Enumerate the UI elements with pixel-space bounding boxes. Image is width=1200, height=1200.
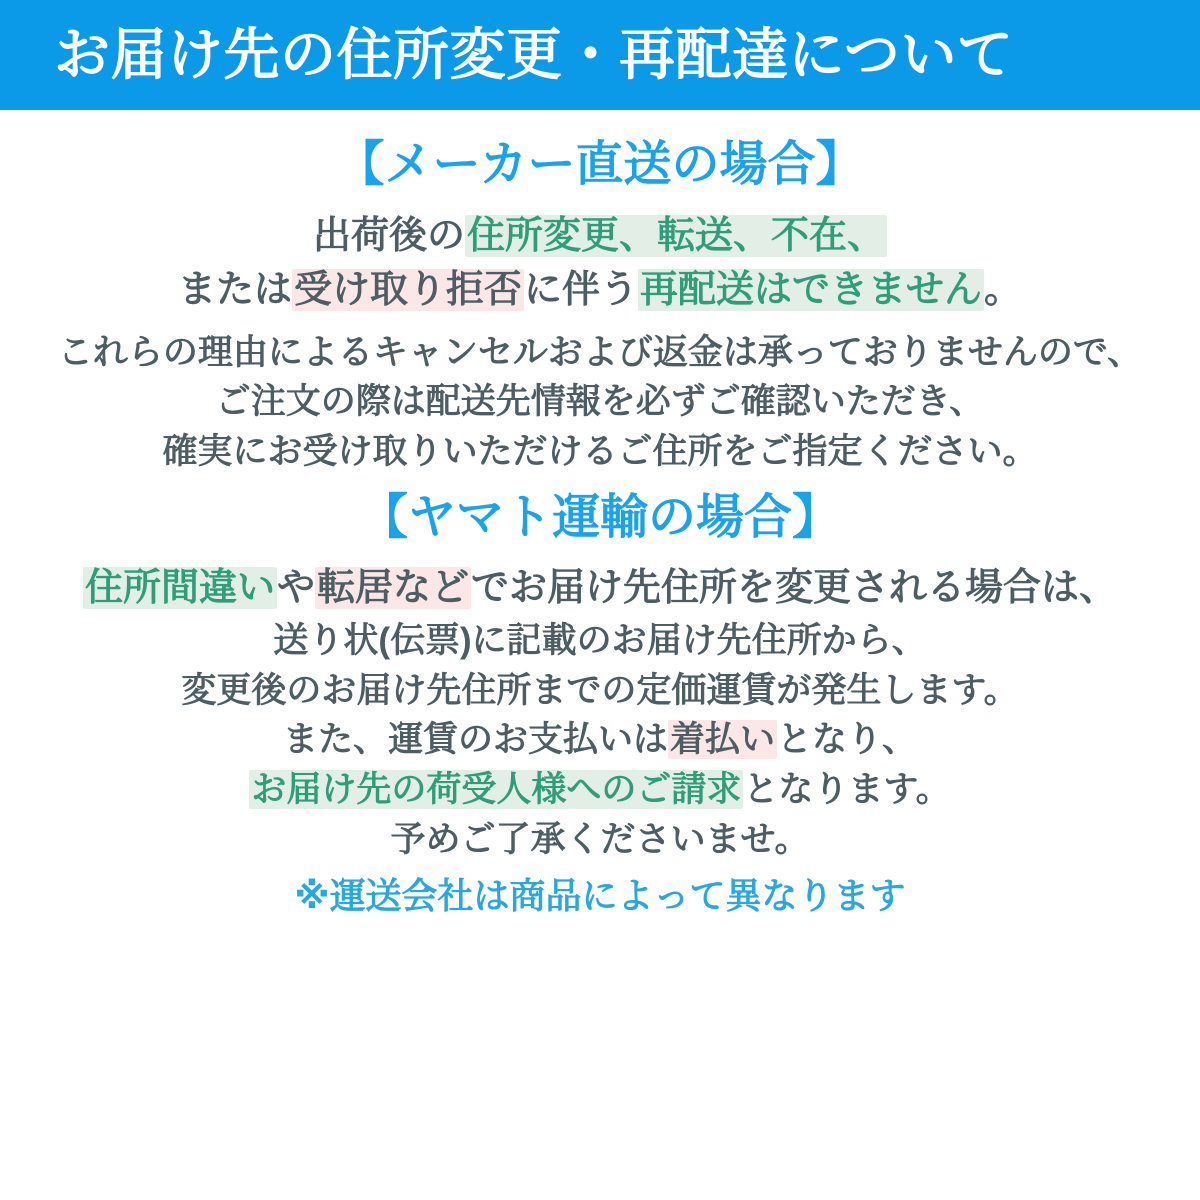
yamato-line-2 <box>0 616 1200 666</box>
highlighted-text: 住所間違い <box>84 567 275 610</box>
maker-line-2 <box>0 264 1200 318</box>
plain-text: となります。 <box>743 770 951 810</box>
plain-text: これらの理由によるキャンセルおよび返金は承っておりませんので、 <box>57 332 1143 372</box>
notice-content <box>0 136 1200 919</box>
page-title: お届け先の住所変更・再配達について <box>54 23 1014 86</box>
yamato-line-3 <box>0 666 1200 716</box>
section-heading-yamato: 【ヤマト運輸の場合】 <box>359 490 840 544</box>
highlighted-text: 着払い <box>669 720 775 760</box>
yamato-line-5 <box>0 765 1200 815</box>
maker-line-4 <box>0 377 1200 427</box>
plain-text: または <box>177 268 292 311</box>
maker-line-5 <box>0 427 1200 477</box>
plain-text: でお届け先住所を変更される場合は、 <box>471 567 1118 610</box>
plain-text: や <box>276 567 315 610</box>
highlighted-text: 転居など <box>317 567 470 610</box>
plain-text: 出荷後の <box>312 214 465 257</box>
footer-note: ※運送会社は商品によって異なります <box>294 874 906 916</box>
yamato-line-1 <box>0 562 1200 616</box>
yamato-line-4 <box>0 715 1200 765</box>
plain-text: 変更後のお届け先住所までの定価運賃が発生します。 <box>181 670 1019 710</box>
maker-line-1 <box>0 210 1200 264</box>
highlighted-text: お届け先の荷受人様へのご請求 <box>251 770 742 810</box>
plain-text: ご注文の際は配送先情報を必ずご確認いただき、 <box>215 382 985 422</box>
plain-text: 予めご了承くださいませ。 <box>390 819 810 859</box>
highlighted-text: 住所変更、転送、不在、 <box>467 214 886 257</box>
plain-text: 確実にお受け取りいただけるご住所をご指定ください。 <box>162 431 1038 471</box>
yamato-line-6 <box>0 815 1200 865</box>
maker-line-3 <box>0 328 1200 378</box>
highlighted-text: 再配送はできません <box>640 268 983 311</box>
plain-text: また、運賃のお支払いは <box>282 720 668 760</box>
plain-text: となり、 <box>777 720 918 760</box>
section-heading-maker: 【メーカー直送の場合】 <box>336 138 864 191</box>
page-header <box>0 0 1200 110</box>
plain-text: 。 <box>984 268 1023 311</box>
plain-text: に伴う <box>523 268 638 311</box>
highlighted-text: 受け取り拒否 <box>293 268 522 311</box>
plain-text: 送り状(伝票)に記載のお届け先住所から、 <box>273 621 927 661</box>
